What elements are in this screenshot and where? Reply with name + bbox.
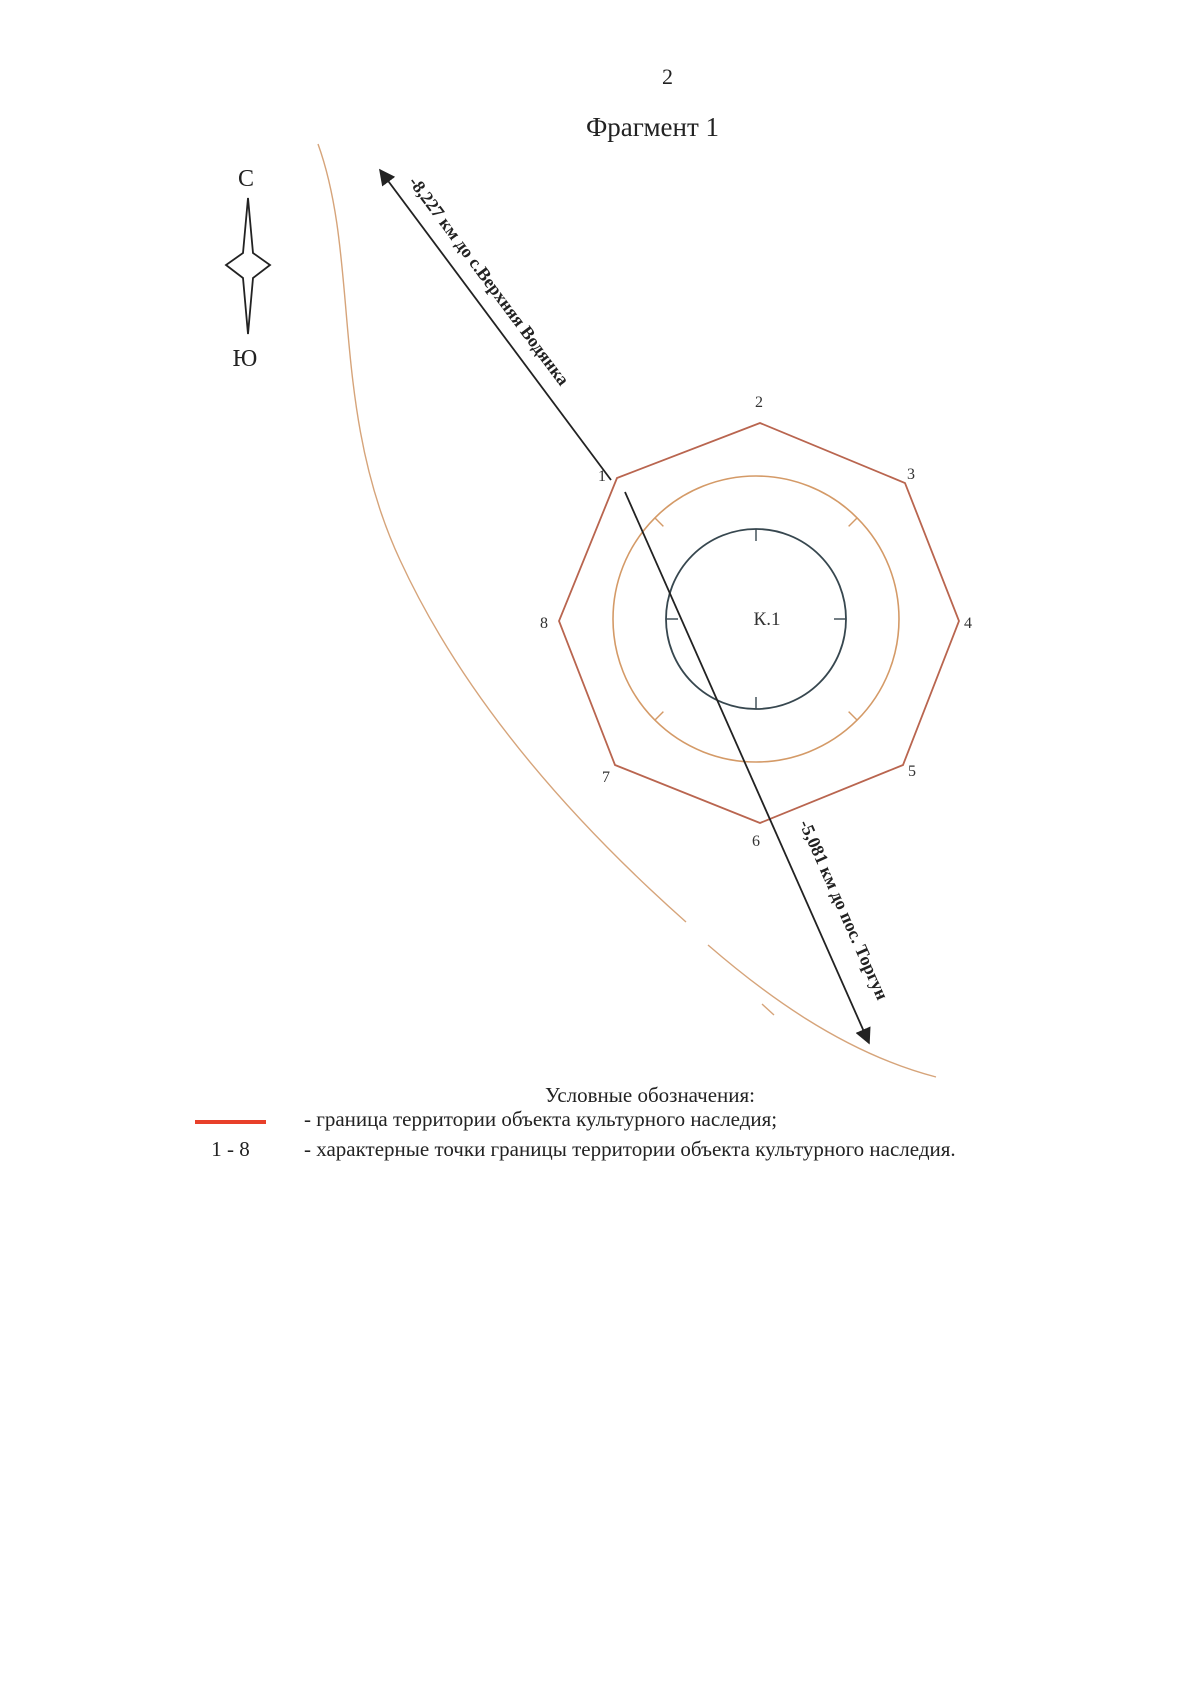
point-label-8: 8	[540, 615, 548, 632]
legend-item-points	[0, 1137, 1200, 1167]
compass-north-label: С	[237, 166, 255, 192]
direction-label-nw: -8,227 км до с.Верхняя Водянка	[404, 172, 574, 390]
legend-boundary-text: - граница территории объекта культурного наследия;	[304, 1107, 778, 1131]
point-label-7: 7	[602, 769, 610, 786]
legend-item-boundary	[0, 1107, 1200, 1137]
heritage-object-label: К.1	[753, 609, 781, 630]
direction-arrow-nw	[380, 170, 611, 480]
zone-tick	[655, 712, 663, 720]
point-label-6: 6	[752, 833, 760, 850]
legend-points-text: - характерные точки границы территории объекта культурного наследия.	[304, 1137, 956, 1161]
zone-tick	[849, 712, 857, 720]
point-label-1: 1	[598, 468, 606, 485]
direction-label-se: -5,081 км до пос. Торгун	[795, 816, 893, 1003]
fragment-title: Фрагмент 1	[585, 112, 720, 142]
point-label-2: 2	[755, 394, 763, 411]
legend-boundary-swatch	[195, 1120, 266, 1124]
legend-title: Условные обозначения:	[544, 1083, 756, 1107]
compass-rose	[226, 166, 270, 372]
point-label-4: 4	[964, 615, 972, 632]
river-bank-line-lower	[708, 945, 936, 1077]
direction-arrow-se	[625, 492, 869, 1043]
river-tick	[762, 1004, 774, 1015]
zone-tick	[655, 518, 663, 526]
compass-needle-icon	[226, 198, 270, 334]
point-label-3: 3	[907, 466, 915, 483]
zone-tick	[849, 518, 857, 526]
page-number: 2	[662, 64, 673, 89]
compass-south-label: Ю	[232, 346, 258, 372]
river-bank-line	[318, 144, 686, 922]
point-label-5: 5	[908, 763, 916, 780]
legend-points-code: 1 - 8	[211, 1137, 250, 1161]
